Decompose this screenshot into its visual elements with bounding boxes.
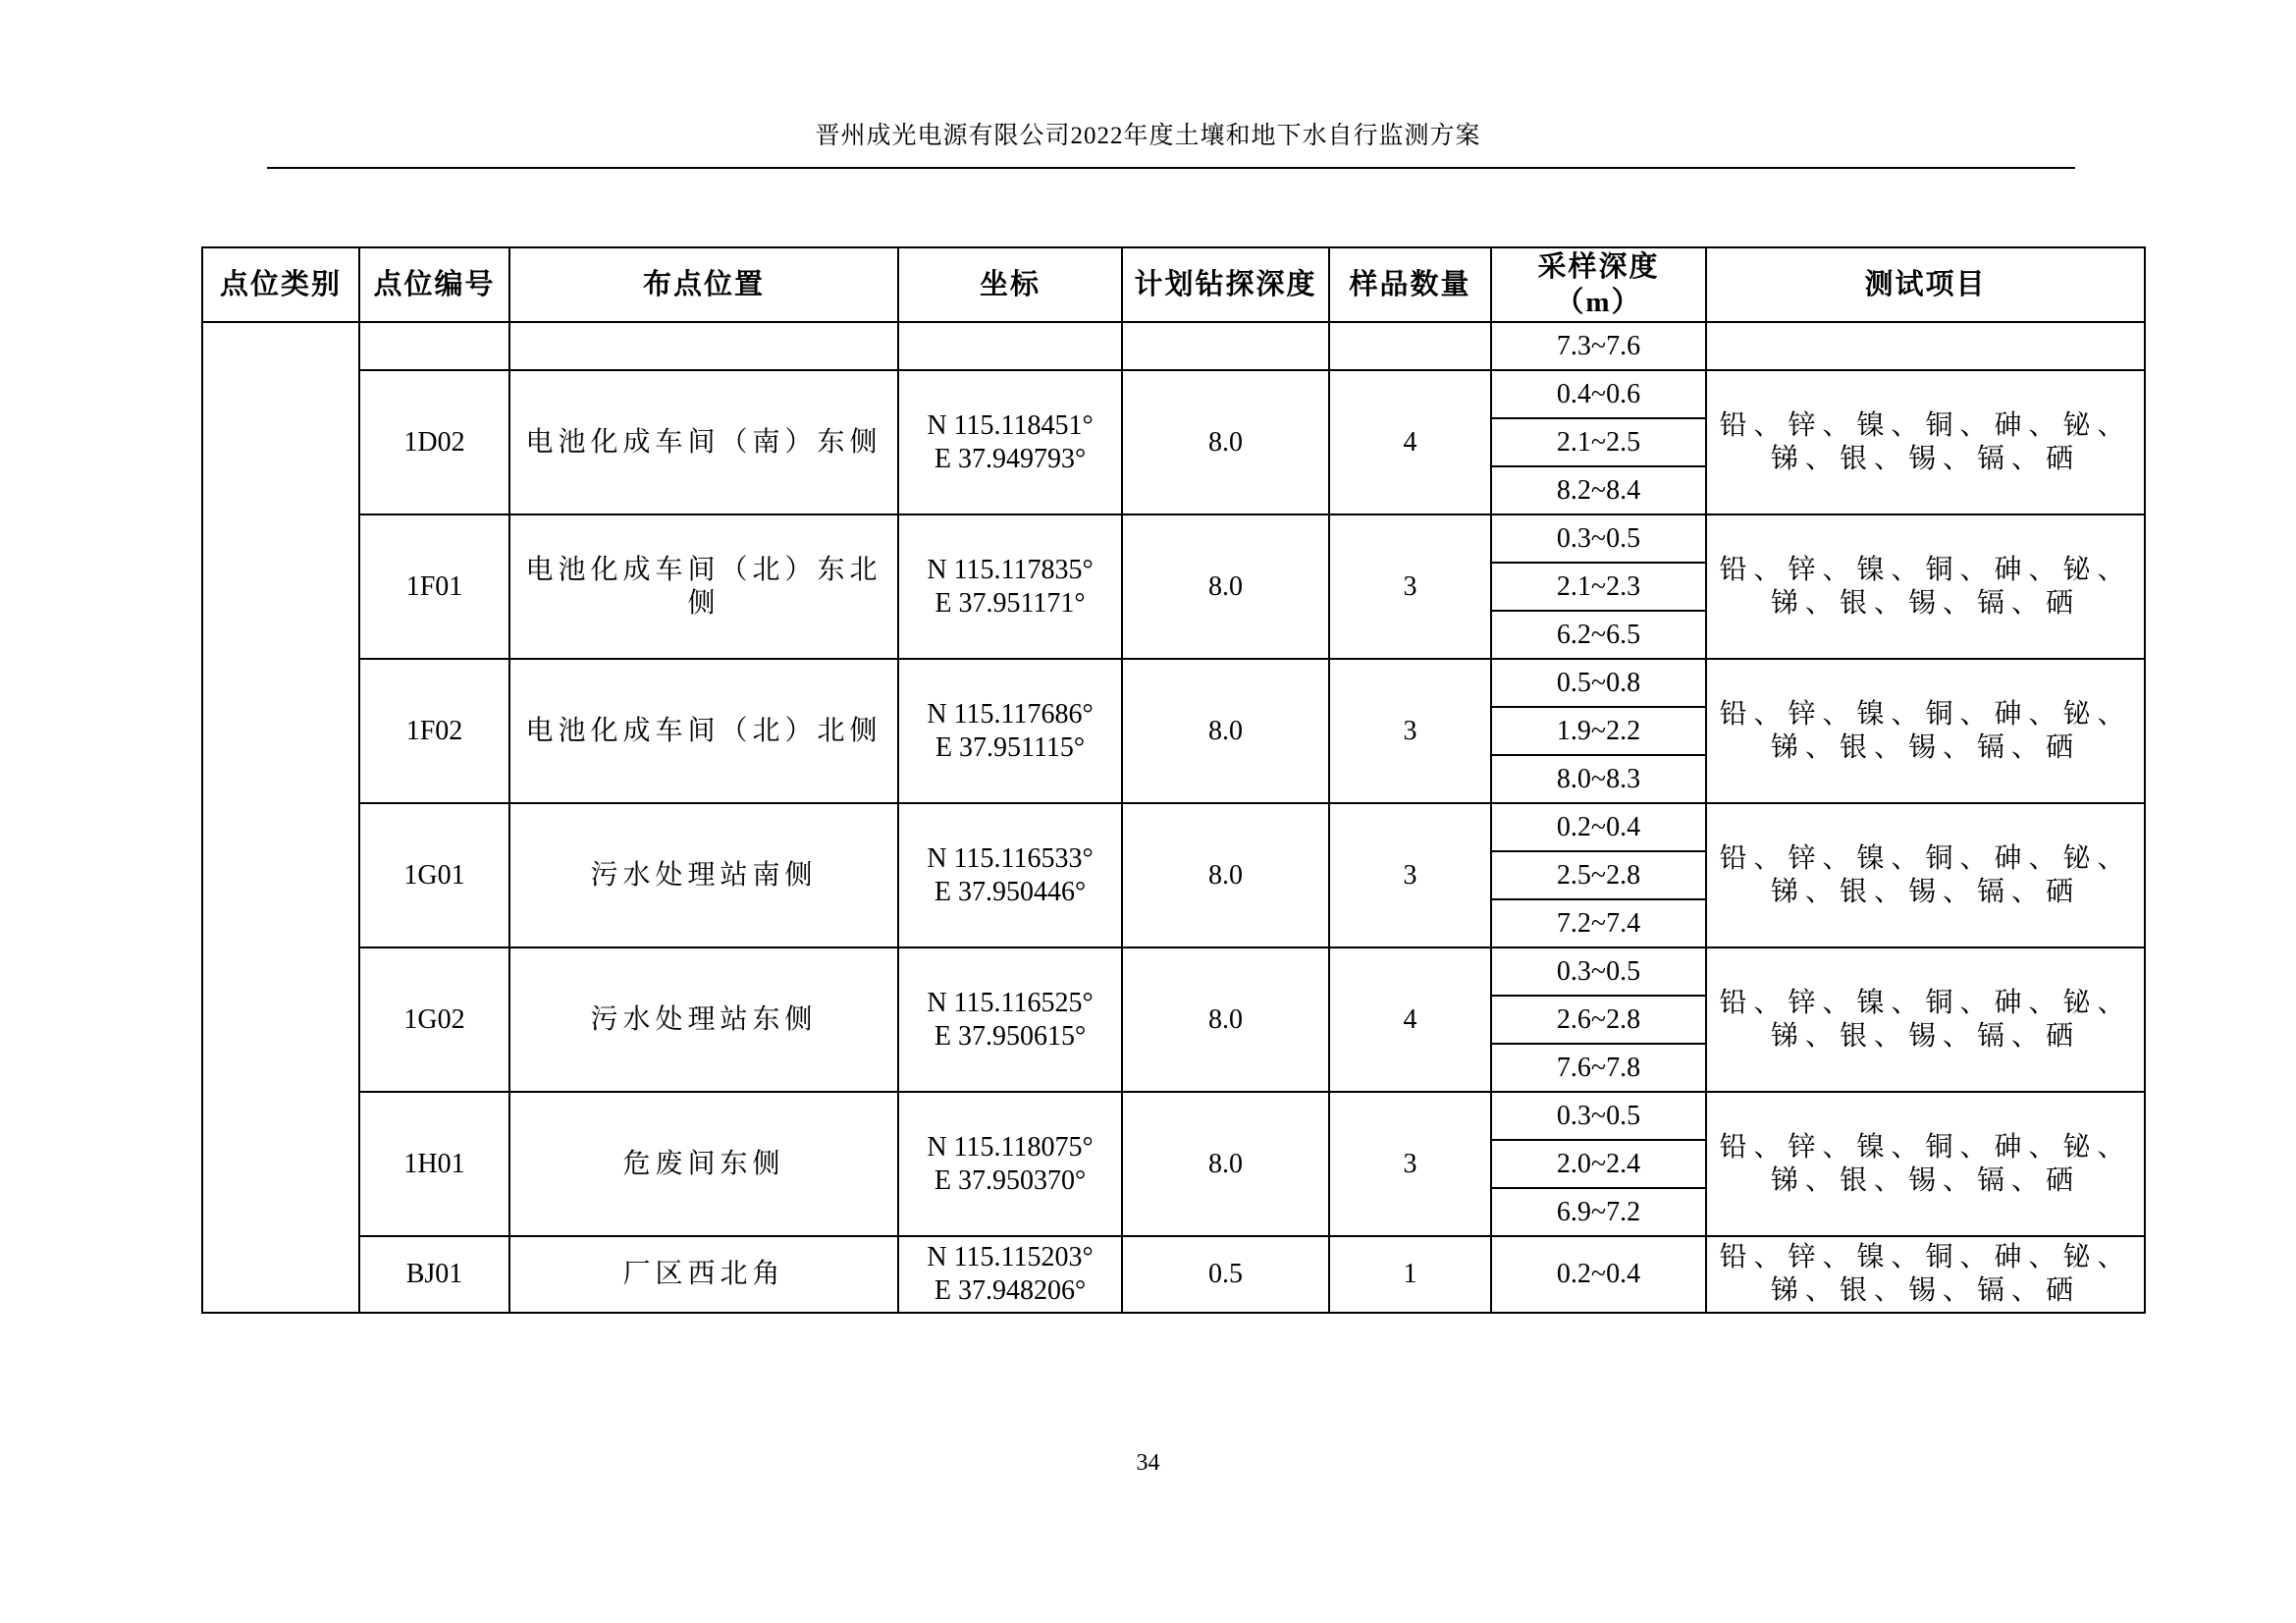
- sampling-depth-cell: 0.3~0.5: [1491, 514, 1706, 563]
- test-items-cell: 铅、锌、镍、铜、砷、铋、锑、银、锡、镉、硒: [1706, 1236, 2145, 1313]
- sampling-depth-cell: 7.6~7.8: [1491, 1044, 1706, 1092]
- sampling-depth-cell: 0.4~0.6: [1491, 370, 1706, 418]
- table-row: [202, 514, 2145, 563]
- test-items-cell: 铅、锌、镍、铜、砷、铋、锑、银、锡、镉、硒: [1706, 947, 2145, 1092]
- point-id-cell: 1G01: [359, 803, 509, 947]
- sampling-depth-cell: 0.3~0.5: [1491, 947, 1706, 996]
- planned-depth-cell: 8.0: [1122, 803, 1329, 947]
- sample-count-cell: 3: [1329, 514, 1491, 659]
- coord-n: N 115.117686°: [927, 698, 1094, 730]
- page-number: 34: [1136, 1450, 1160, 1476]
- sampling-depth-cell: 0.2~0.4: [1491, 1236, 1706, 1313]
- coordinates-cell: [898, 514, 1122, 659]
- coord-n: N 115.118451°: [927, 409, 1094, 441]
- coordinates-cell: [898, 659, 1122, 803]
- table-row-continued: [202, 322, 2145, 370]
- planned-depth-cell: 8.0: [1122, 947, 1329, 1092]
- empty-cell: [1122, 322, 1329, 370]
- table-row: [202, 370, 2145, 418]
- column-header-point-id: 点位编号: [359, 247, 509, 322]
- table-row: [202, 1236, 2145, 1313]
- sampling-depth-cell: 1.9~2.2: [1491, 707, 1706, 755]
- empty-cell: [509, 322, 898, 370]
- sampling-depth-cell: 2.0~2.4: [1491, 1140, 1706, 1188]
- empty-cell: [1706, 322, 2145, 370]
- sample-count-cell: 3: [1329, 659, 1491, 803]
- coordinates-cell: [898, 1092, 1122, 1236]
- coord-e: E 37.951115°: [934, 731, 1086, 763]
- location-cell: 电池化成车间（南）东侧: [509, 370, 898, 514]
- point-id-cell: 1F01: [359, 514, 509, 659]
- header-divider: [267, 167, 2075, 169]
- column-header-point-category: 点位类别: [202, 247, 359, 322]
- test-items-cell: 铅、锌、镍、铜、砷、铋、锑、银、锡、镉、硒: [1706, 370, 2145, 514]
- sampling-depth-cell: 0.2~0.4: [1491, 803, 1706, 851]
- location-cell: 污水处理站东侧: [509, 947, 898, 1092]
- coord-n: N 115.117835°: [927, 554, 1094, 585]
- coord-n: N 115.116533°: [927, 842, 1094, 874]
- sample-count-cell: 4: [1329, 370, 1491, 514]
- empty-cell: [1329, 322, 1491, 370]
- column-header-sample-count: 样品数量: [1329, 247, 1491, 322]
- planned-depth-cell: 8.0: [1122, 370, 1329, 514]
- coordinates-cell: [898, 1236, 1122, 1313]
- planned-depth-cell: 8.0: [1122, 659, 1329, 803]
- sampling-depth-cell: 2.5~2.8: [1491, 851, 1706, 899]
- point-id-cell: 1D02: [359, 370, 509, 514]
- coordinates-cell: [898, 803, 1122, 947]
- sampling-depth-cell: 2.1~2.3: [1491, 563, 1706, 611]
- coord-e: E 37.950370°: [934, 1164, 1087, 1196]
- column-header-test-items: 测试项目: [1706, 247, 2145, 322]
- planned-depth-cell: 8.0: [1122, 514, 1329, 659]
- point-id-cell: 1H01: [359, 1092, 509, 1236]
- sampling-depth-cell: 2.6~2.8: [1491, 996, 1706, 1044]
- sampling-depth-cell: 7.3~7.6: [1491, 322, 1706, 370]
- document-header-title: 晋州成光电源有限公司2022年度土壤和地下水自行监测方案: [815, 123, 1481, 149]
- point-id-cell: 1G02: [359, 947, 509, 1092]
- coord-e: E 37.950615°: [934, 1020, 1087, 1052]
- point-category-cell: [202, 322, 359, 1313]
- coordinates-cell: [898, 947, 1122, 1092]
- table-row: [202, 803, 2145, 851]
- coord-n: N 115.118075°: [927, 1131, 1094, 1163]
- column-header-sampling-depth: 采样深度（m）: [1491, 247, 1706, 322]
- coordinates-cell: [898, 370, 1122, 514]
- planned-depth-cell: 8.0: [1122, 1092, 1329, 1236]
- coord-n: N 115.116525°: [927, 987, 1094, 1018]
- location-cell: 危废间东侧: [509, 1092, 898, 1236]
- monitoring-points-table: [201, 246, 2146, 1314]
- test-items-cell: 铅、锌、镍、铜、砷、铋、锑、银、锡、镉、硒: [1706, 659, 2145, 803]
- table-header-row: [202, 247, 2145, 322]
- coord-n: N 115.115203°: [927, 1242, 1094, 1273]
- coord-e: E 37.949793°: [934, 443, 1087, 474]
- sampling-depth-cell: 2.1~2.5: [1491, 418, 1706, 466]
- sample-count-cell: 1: [1329, 1236, 1491, 1313]
- test-items-cell: 铅、锌、镍、铜、砷、铋、锑、银、锡、镉、硒: [1706, 514, 2145, 659]
- test-items-cell: 铅、锌、镍、铜、砷、铋、锑、银、锡、镉、硒: [1706, 803, 2145, 947]
- point-id-cell: 1F02: [359, 659, 509, 803]
- sampling-depth-cell: 0.3~0.5: [1491, 1092, 1706, 1140]
- location-cell: 电池化成车间（北）北侧: [509, 659, 898, 803]
- point-id-cell: BJ01: [359, 1236, 509, 1313]
- sampling-depth-cell: 8.2~8.4: [1491, 466, 1706, 514]
- coord-e: E 37.948206°: [934, 1275, 1087, 1306]
- empty-cell: [898, 322, 1122, 370]
- sampling-depth-cell: 0.5~0.8: [1491, 659, 1706, 707]
- empty-cell: [359, 322, 509, 370]
- coord-e: E 37.951171°: [934, 587, 1086, 619]
- test-items-cell: 铅、锌、镍、铜、砷、铋、锑、银、锡、镉、硒: [1706, 1092, 2145, 1236]
- sample-count-cell: 3: [1329, 1092, 1491, 1236]
- planned-depth-cell: 0.5: [1122, 1236, 1329, 1313]
- location-cell: 污水处理站南侧: [509, 803, 898, 947]
- table-row: [202, 947, 2145, 996]
- sampling-depth-cell: 8.0~8.3: [1491, 755, 1706, 803]
- sampling-depth-cell: 6.2~6.5: [1491, 611, 1706, 659]
- coord-e: E 37.950446°: [934, 876, 1087, 907]
- column-header-planned-depth: 计划钻探深度: [1122, 247, 1329, 322]
- sampling-depth-cell: 6.9~7.2: [1491, 1188, 1706, 1236]
- location-cell: 电池化成车间（北）东北侧: [509, 514, 898, 659]
- table-row: [202, 659, 2145, 707]
- location-cell: 厂区西北角: [509, 1236, 898, 1313]
- table-row: [202, 1092, 2145, 1140]
- column-header-location: 布点位置: [509, 247, 898, 322]
- sampling-depth-cell: 7.2~7.4: [1491, 899, 1706, 947]
- column-header-coordinates: 坐标: [898, 247, 1122, 322]
- sample-count-cell: 3: [1329, 803, 1491, 947]
- sample-count-cell: 4: [1329, 947, 1491, 1092]
